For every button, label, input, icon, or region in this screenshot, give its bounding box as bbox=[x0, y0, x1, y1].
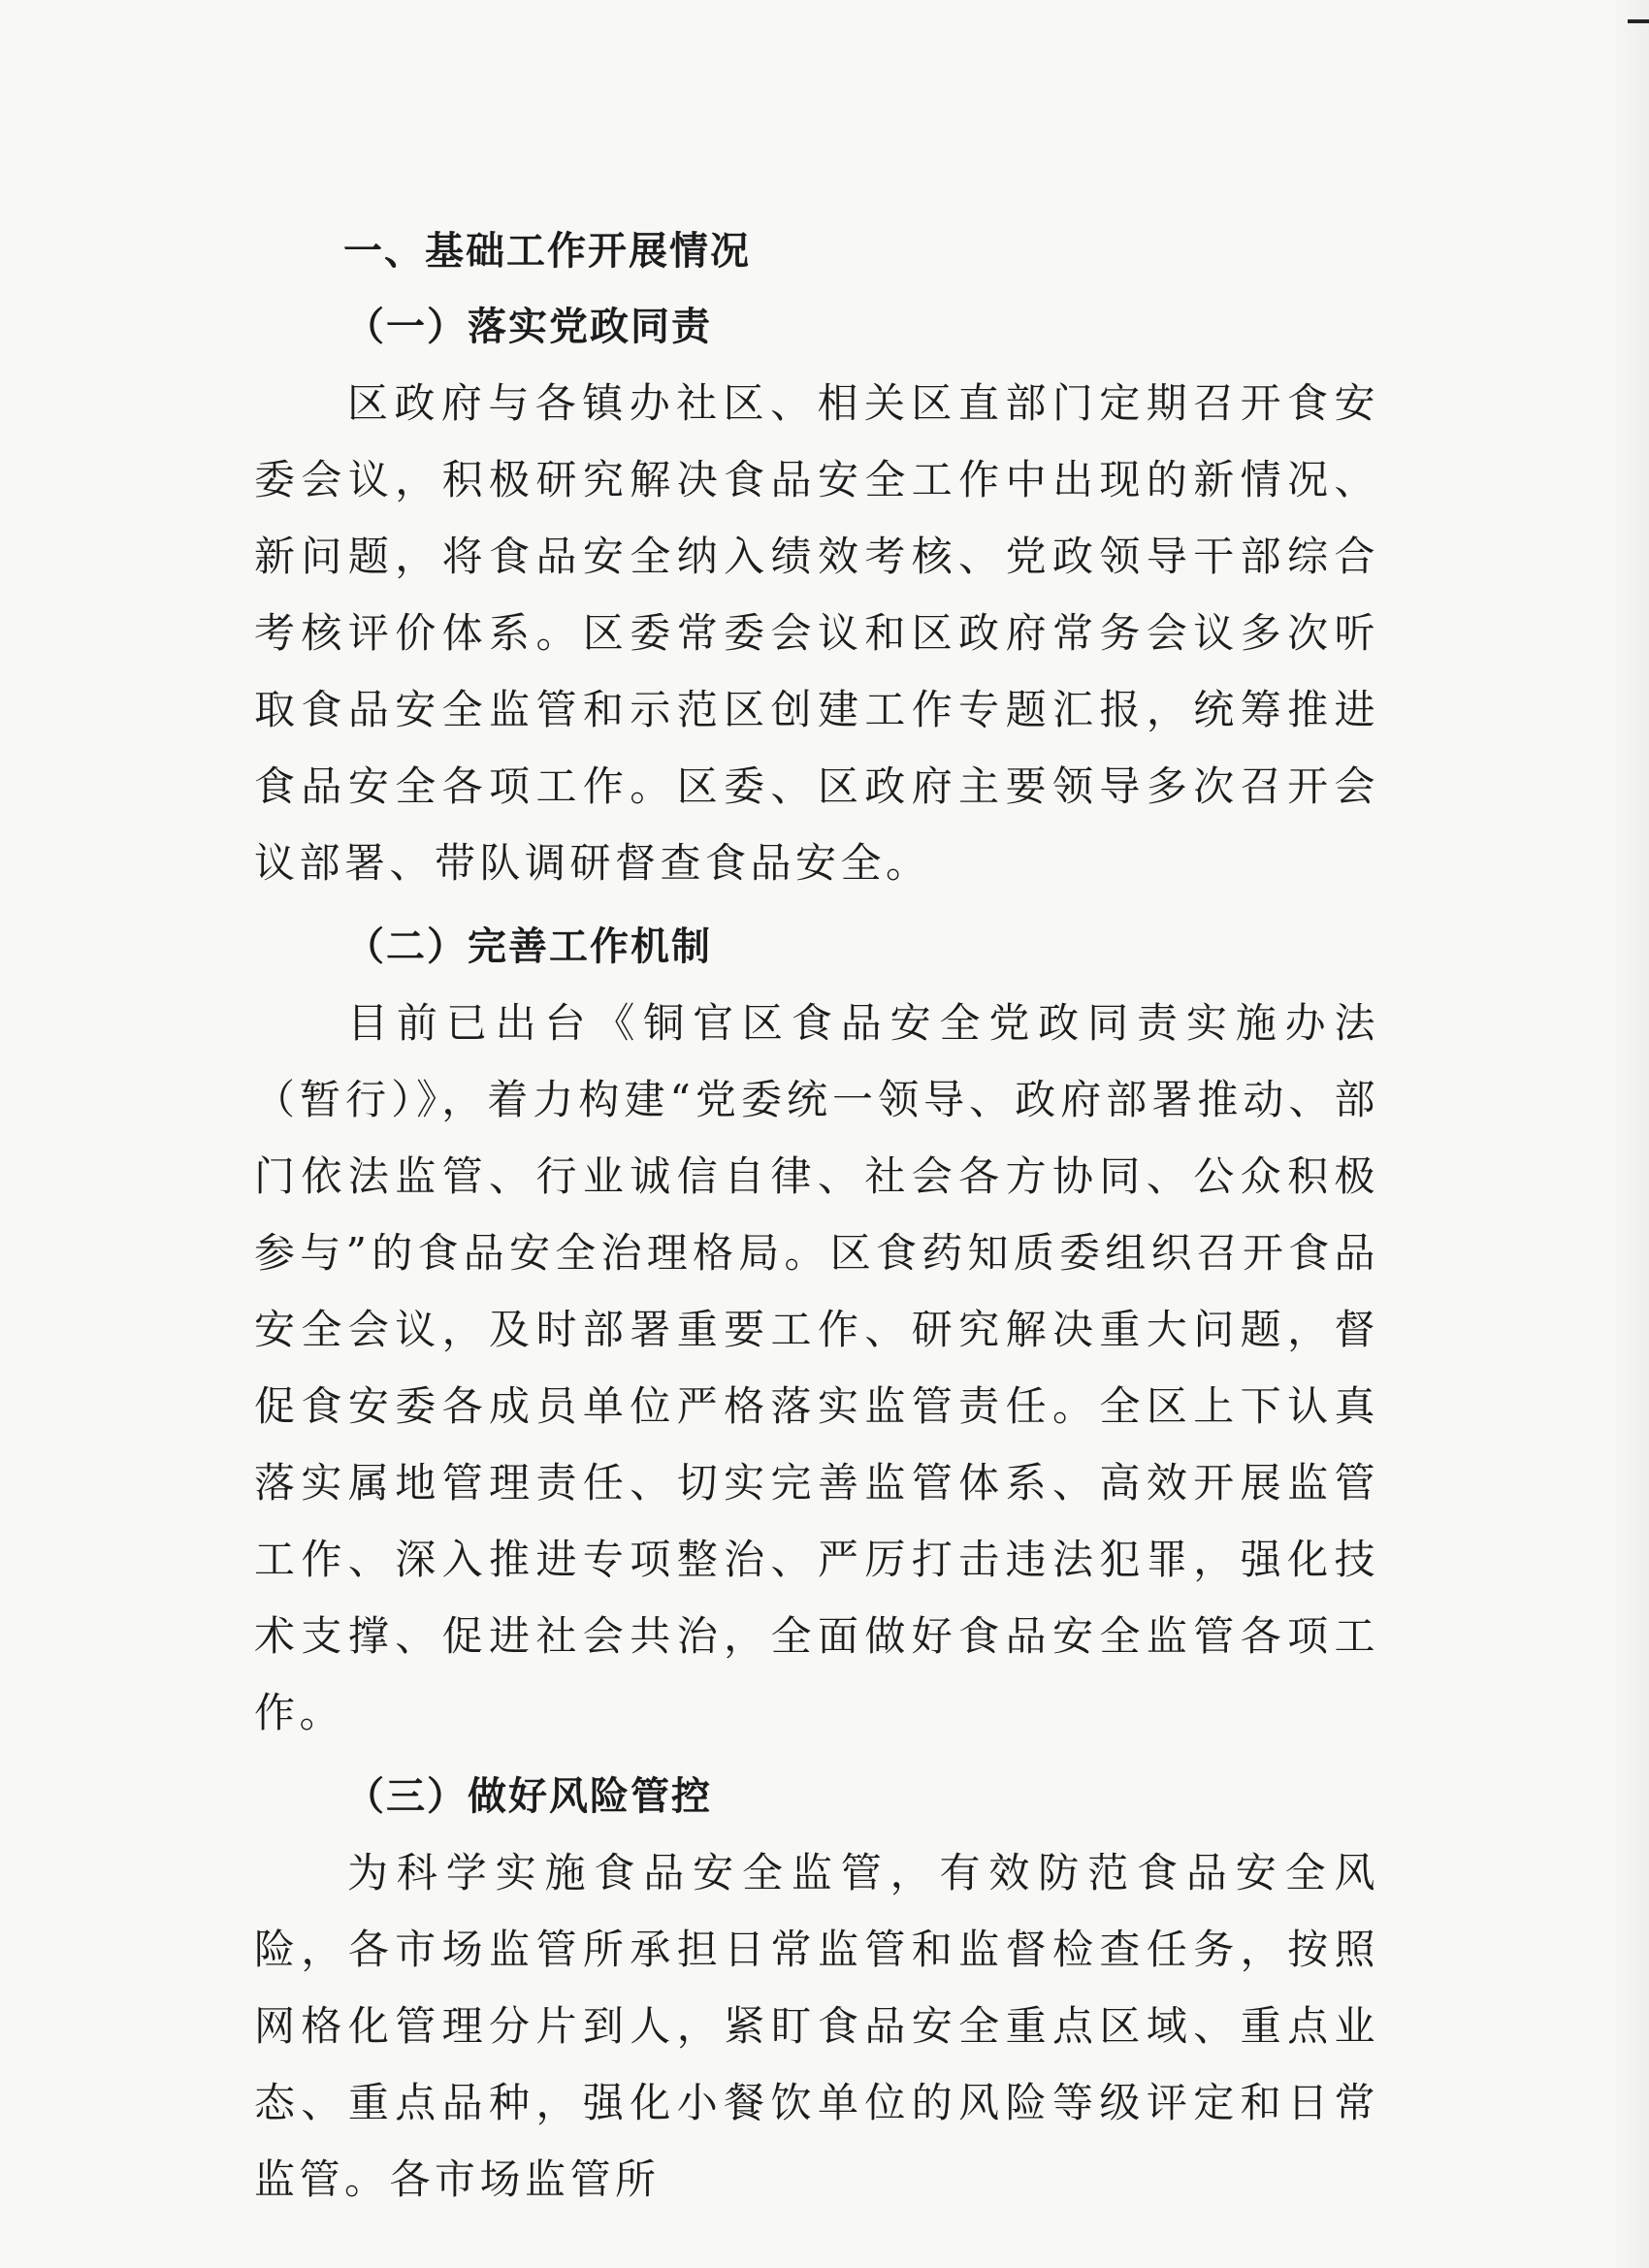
scan-mark bbox=[1628, 19, 1649, 23]
section-1-heading: （一）落实党政同责 bbox=[345, 304, 712, 349]
scan-edge-shadow bbox=[1610, 0, 1649, 2268]
section-2-paragraph: 目前已出台《铜官区食品安全党政同责实施办法（暂行）》，着力构建“党委统一领导、政府部署推动、部门依法监管、行业诚信自律、社会各方协同、公众积极参与”的食品安全治理格局。区食药知质委组织召开食品安全会议，及时部署重要工作、研究解决重大问题，督促食安委各成员单位严格落实监管责任。全区上下认真落实属地管理责任、切实完善监管体系、高效开展监管工作、深入推进专项整治、严厉打击违法犯罪，强化技术支撑、促进社会共治，全面做好食品安全监管各项工作。 bbox=[254, 999, 1379, 1736]
section-1-paragraph: 区政府与各镇办社区、相关区直部门定期召开食安委会议，积极研究解决食品安全工作中出现的新情况、新问题，将食品安全纳入绩效考核、党政领导干部综合考核评价体系。区委常委会议和区政府常务会议多次听取食品安全监管和示范区创建工作专题汇报，统筹推进食品安全各项工作。区委、区政府主要领导多次召开会议部署、带队调研督查食品安全。 bbox=[254, 379, 1379, 887]
main-heading: 一、基础工作开展情况 bbox=[343, 228, 751, 274]
document-body bbox=[254, 213, 1379, 2218]
section-3-paragraph: 为科学实施食品安全监管，有效防范食品安全风险，各市场监管所承担日常监管和监督检查任务，按照网格化管理分片到人，紧盯食品安全重点区域、重点业态、重点品种，强化小餐饮单位的风险等级评定和日常监管。各市场监管所 bbox=[254, 1849, 1379, 2203]
spacer bbox=[254, 901, 1379, 909]
section-2-heading: （二）完善工作机制 bbox=[345, 923, 712, 969]
spacer bbox=[254, 1751, 1379, 1759]
section-3-heading: （三）做好风险管控 bbox=[345, 1773, 712, 1819]
